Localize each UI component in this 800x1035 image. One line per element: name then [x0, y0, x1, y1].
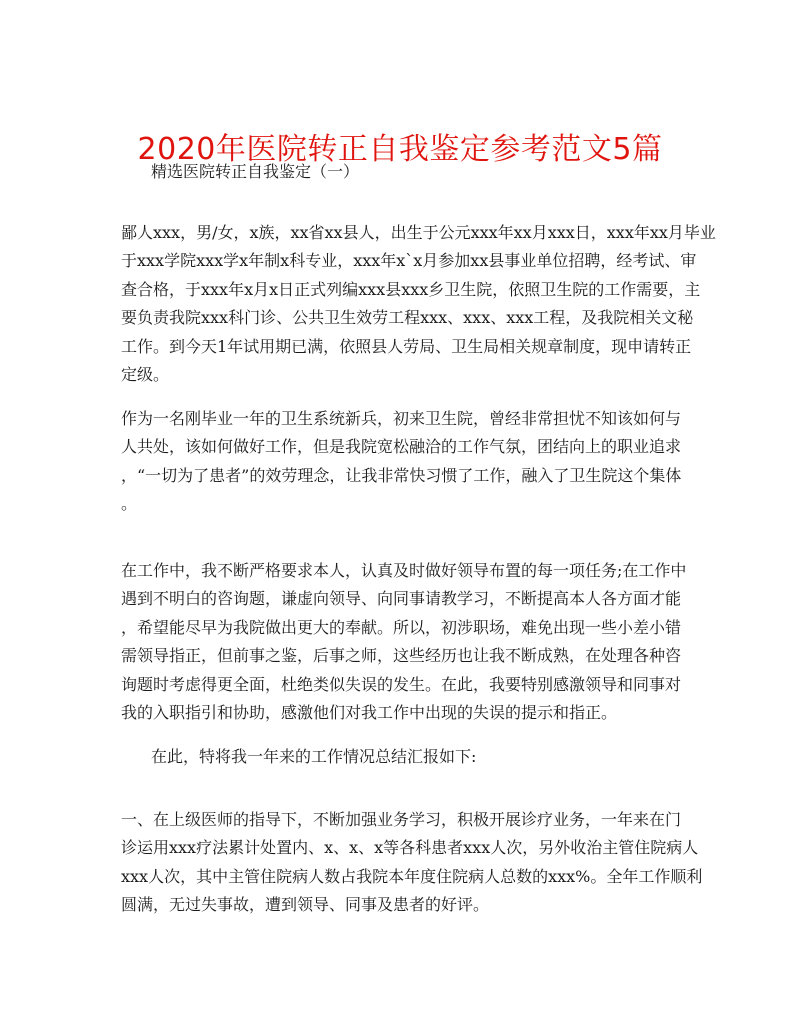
- text-line: 诊运用xxx疗法累计处置内、x、x、x等各科患者xxx人次，另外收治主管住院病人: [121, 838, 699, 858]
- text-line: 查合格，于xxx年x月x日正式列编xxx县xxx乡卫生院，依照卫生院的工作需要，主: [121, 279, 701, 299]
- paragraph-intro: [121, 219, 716, 389]
- text-line: 人共处，该如何做好工作，但是我院宽松融洽的工作气氛，团结向上的职业追求: [121, 437, 682, 457]
- summary-intro: 在此，特将我一年来的工作情况总结汇报如下:: [151, 747, 477, 766]
- text-line: 要负责我院xxx科门诊、公共卫生效劳工程xxx、xxx、xxx工程，及我院相关文秘: [121, 308, 694, 328]
- text-line: 定级。: [121, 365, 170, 385]
- document-title: 2020年医院转正自我鉴定参考范文5篇: [137, 132, 663, 168]
- text-line: 于xxx学院xxx学x年制x科专业，xxx年x`x月参加xx县事业单位招聘，经考试、审: [121, 251, 697, 271]
- text-line: 鄙人xxx，男/女，x族，xx省xx县人，出生于公元xxx年xx月xxx日，xxx年xx月毕业: [121, 223, 716, 242]
- text-line: 需领导指正，但前事之鉴，后事之师，这些经历也让我不断成熟，在处理各种咨: [121, 646, 682, 666]
- text-line: 圆满，无过失事故，遭到领导、同事及患者的好评。: [121, 895, 490, 915]
- text-line: 一、在上级医师的指导下，不断加强业务学习，积极开展诊疗业务，一年来在门: [121, 810, 682, 829]
- text-line: 我的入职指引和协助，感激他们对我工作中出现的失误的提示和指正。: [121, 703, 618, 723]
- paragraph-section-one: [121, 806, 703, 920]
- text-line: 工作。到今天1年试用期已满，依照县人劳局、卫生局相关规章制度，现申请转正: [121, 336, 692, 356]
- text-line: ，“一切为了患者”的效劳理念，让我非常快习惯了工作，融入了卫生院这个集体: [121, 465, 682, 485]
- text-line: 遇到不明白的咨询题，谦虚向领导、向同事请教学习，不断提高本人各方面才能: [121, 589, 682, 609]
- text-line: 。: [121, 494, 138, 514]
- paragraph-work: [121, 557, 687, 727]
- document-subtitle: 精选医院转正自我鉴定（一）: [151, 162, 360, 181]
- text-line: 在工作中，我不断严格要求本人，认真及时做好领导布置的每一项任务;在工作中: [121, 561, 687, 580]
- text-line: ，希望能尽早为我院做出更大的奉献。所以，初涉职场，难免出现一些小差小错: [121, 617, 682, 637]
- text-line: 询题时考虑得更全面，杜绝类似失误的发生。在此，我要特别感激领导和同事对: [121, 674, 682, 694]
- paragraph-newcomer: [121, 405, 681, 519]
- text-line: 作为一名刚毕业一年的卫生系统新兵，初来卫生院，曾经非常担忧不知该如何与: [121, 409, 682, 428]
- text-line: xxx人次，其中主管住院病人数占我院本年度住院病人总数的xxx%。全年工作顺利: [121, 866, 703, 886]
